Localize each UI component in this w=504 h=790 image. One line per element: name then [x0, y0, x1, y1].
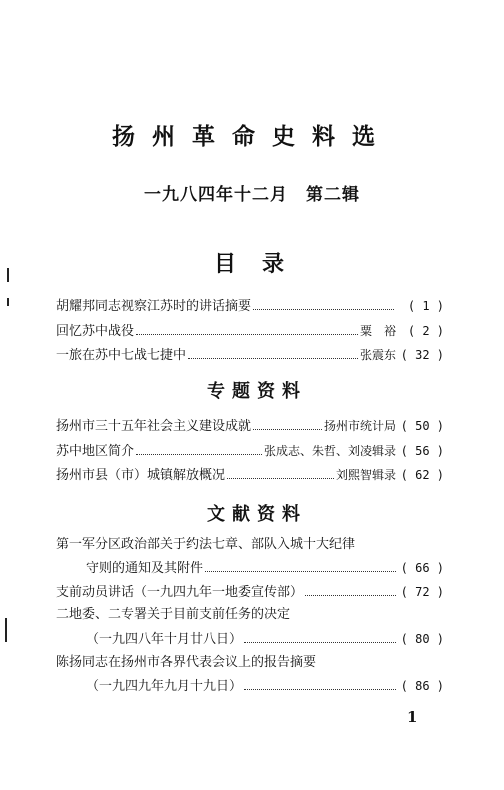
entry-page: ( 2 ) [407, 324, 444, 338]
special-heading: 专题资料 [207, 381, 307, 402]
entry-title: 支前动员讲话（一九四九年一地委宣传部） [56, 585, 304, 600]
entry-title-continued: （一九四九年九月十九日） [86, 679, 243, 694]
entry-page: ( 86 ) [400, 679, 444, 693]
dot-leader [253, 419, 322, 430]
entry-author: 张成志、朱哲、刘凌辑录 [263, 444, 396, 458]
document-entry[interactable] [56, 583, 444, 602]
dot-leader [188, 348, 358, 359]
scan-mark [7, 298, 9, 306]
entry-title: 扬州市县（市）城镇解放概况 [56, 468, 226, 483]
document-entry[interactable] [86, 559, 444, 578]
entry-title: 扬州市三十五年社会主义建设成就 [56, 419, 252, 434]
special-entry[interactable] [56, 466, 444, 485]
toc-entry[interactable] [56, 297, 444, 316]
entry-title: 回忆苏中战役 [56, 324, 135, 339]
entry-page: ( 32 ) [400, 348, 444, 362]
entry-author: 刘熙智辑录 [335, 468, 396, 482]
documents-heading: 文献资料 [207, 504, 307, 525]
entry-author: 张震东 [359, 348, 396, 362]
dot-leader [253, 299, 394, 310]
entry-author: 扬州市统计局 [323, 419, 396, 433]
toc-entry[interactable] [56, 322, 444, 341]
entry-page: ( 56 ) [400, 444, 444, 458]
dot-leader [136, 444, 262, 455]
entry-title-continued: （一九四八年十月廿八日） [86, 632, 243, 647]
book-subtitle: 一九八四年十二月 第二辑 [144, 185, 360, 205]
entry-page: ( 80 ) [400, 632, 444, 646]
toc-heading: 目录 [213, 251, 310, 277]
document-entry[interactable] [86, 630, 444, 649]
entry-author: 粟 裕 [359, 324, 396, 338]
entry-page: ( 50 ) [400, 419, 444, 433]
dot-leader [205, 561, 396, 572]
dot-leader [244, 679, 396, 690]
document-entry-title[interactable]: 陈扬同志在扬州市各界代表会议上的报告摘要 [56, 655, 317, 670]
document-entry-title[interactable]: 第一军分区政治部关于约法七章、部队入城十大纪律 [56, 537, 356, 552]
entry-page: ( 66 ) [400, 561, 444, 575]
entry-title-continued: 守则的通知及其附件 [86, 561, 204, 576]
document-entry-title[interactable]: 二地委、二专署关于目前支前任务的决定 [56, 607, 291, 622]
dot-leader [244, 632, 396, 643]
document-entry[interactable] [86, 677, 444, 696]
scan-mark [5, 618, 7, 642]
entry-title: 一旅在苏中七战七捷中 [56, 348, 187, 363]
dot-leader [305, 585, 396, 596]
entry-title: 苏中地区简介 [56, 444, 135, 459]
entry-title: 胡耀邦同志视察江苏时的讲话摘要 [56, 299, 252, 314]
special-entry[interactable] [56, 417, 444, 436]
entry-page: ( 1 ) [407, 299, 444, 313]
entry-page: ( 62 ) [400, 468, 444, 482]
dot-leader [227, 468, 334, 479]
dot-leader [136, 324, 358, 335]
book-title: 扬州革命史料选 [112, 123, 392, 150]
special-entry[interactable] [56, 442, 444, 461]
entry-page: ( 72 ) [400, 585, 444, 599]
toc-entry[interactable] [56, 346, 444, 365]
page-number: 1 [407, 708, 418, 726]
